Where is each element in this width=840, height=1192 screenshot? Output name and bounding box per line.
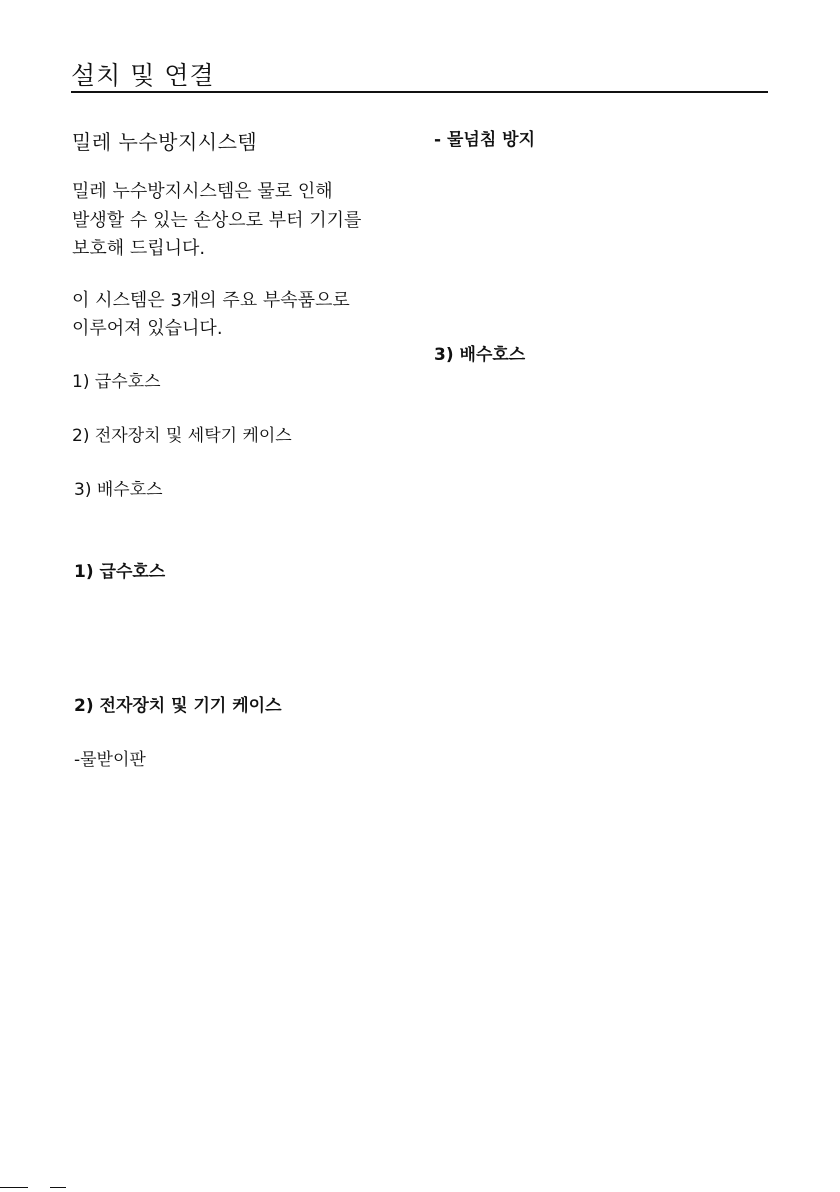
page-title: 설치 및 연결 [71,61,215,90]
component-list-item: 3) 배수호스 [74,480,163,500]
section-heading-electronics-casing: 2) 전자장치 및 기기 케이스 [74,696,282,716]
intro-line: 발생할 수 있는 손상으로 부터 기기를 [72,210,362,231]
components-line: 이루어져 있습니다. [72,318,223,339]
components-line: 이 시스템은 3개의 주요 부속품으로 [72,290,350,311]
subsection-drip-tray: -물받이판 [74,750,146,770]
intro-line: 밀레 누수방지시스템은 물로 인해 [72,181,333,202]
section-heading-drain-hose: 3) 배수호스 [434,345,526,365]
subsection-overflow-protection: - 물넘침 방지 [434,130,536,150]
footer-mark [0,1187,66,1192]
title-divider [71,91,768,93]
intro-line: 보호해 드립니다. [72,238,206,259]
component-list-item: 2) 전자장치 및 세탁기 케이스 [72,426,292,446]
section-heading-inlet-hose: 1) 급수호스 [74,562,166,582]
section-heading-leak-protection: 밀레 누수방지시스템 [72,130,258,154]
component-list-item: 1) 급수호스 [72,372,161,392]
